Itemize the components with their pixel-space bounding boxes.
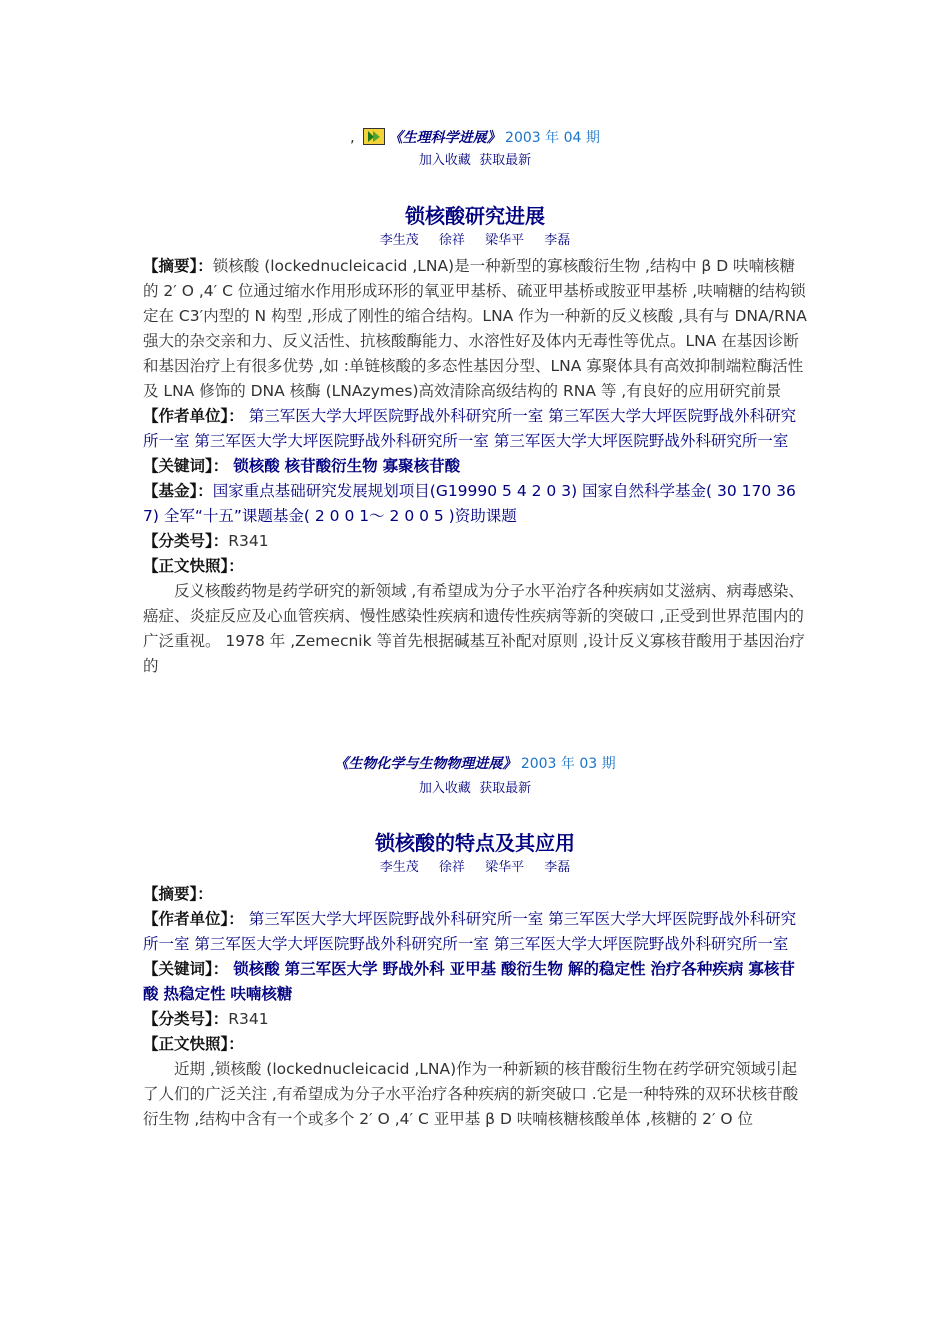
get-latest-link[interactable]: 获取最新 xyxy=(479,153,532,168)
units-label: 【作者单位】： xyxy=(143,910,244,928)
keyword-link[interactable]: 寡核苷酸 xyxy=(143,960,795,1003)
article-2-source xyxy=(0,754,950,774)
keyword-link[interactable]: 第三军医大学 xyxy=(284,960,378,978)
author-units xyxy=(143,404,808,454)
keyword-link[interactable]: 热稳定性 xyxy=(163,985,226,1003)
keyword-link[interactable]: 亚甲基 xyxy=(449,960,497,978)
issue-link[interactable]: 2003 年 04 期 xyxy=(505,130,600,146)
article-2-actions xyxy=(0,780,950,798)
add-favorite-link[interactable]: 加入收藏 xyxy=(418,153,471,168)
article-1-authors xyxy=(0,232,950,250)
units-link[interactable]: 第三军医大学大坪医院野战外科研究所一室 第三军医大学大坪医院野战外科研究所一室 第三军医大学大坪医院野战外科研究所一室 第三军医大学大坪医院野战外科研究所一室 xyxy=(143,407,797,450)
snapshot-text: 反义核酸药物是药学研究的新领域 ,有希望成为分子水平治疗各种疾病如艾滋病、病毒感染、癌症、炎症反应及心血管疾病、慢性感染性疾病和遗传性疾病等新的突破口 ,正受到世界范围内的广泛重视。 1978 年 ,Zemecnik 等首先根据碱基互补配对原则 ,设计反义寡核苷酸用于基因治疗的 xyxy=(143,582,805,675)
author-link[interactable]: 梁华平 xyxy=(485,233,525,248)
fund-link[interactable]: 国家重点基础研究发展规划项目(G19990 5 4 2 0 3) 国家自然科学基金( 30 170 36 7) 全军“十五”课题基金( 2 0 0 1～ 2 0 0 5 )资助课题 xyxy=(143,482,796,525)
author-link[interactable]: 李磊 xyxy=(544,860,571,875)
article-2-title[interactable]: 锁核酸的特点及其应用 xyxy=(375,831,575,855)
journal-link[interactable]: 《生物化学与生物物理进展》 xyxy=(334,756,517,772)
abstract-text: 锁核酸 (lockednucleicacid ,LNA)是一种新型的寡核酸衍生物 ,结构中 β D 呋喃核糖的 2′ O ,4′ C 位通过缩水作用形成环形的氧亚甲基桥、硫亚甲基桥或胺亚甲基桥 ,呋喃糖的结构锁定在 C3′内型的 N 构型 ,形成了刚性的缩合结构。LNA 作为一种新的反义核酸 ,具有与 DNA/RNA 强大的杂交亲和力、反义活性、抗核酸酶能力、水溶性好及体内无毒性等优点。LNA 在基因诊断和基因治疗上有很多优势 ,如 :单链核酸的多态性基因分型、LNA 寡聚体具有高效抑制端粒酶活性及 LNA 修饰的 DNA 核酶 (LNAzymes)高效清除高级结构的 RNA 等 ,有良好的应用研究前景 xyxy=(143,257,807,400)
abstract-label: 【摘要】： xyxy=(143,257,213,275)
book-icon xyxy=(363,128,385,145)
author-link[interactable]: 徐祥 xyxy=(438,860,465,875)
class-label: 【分类号】： xyxy=(143,532,229,550)
article-1-title[interactable]: 锁核酸研究进展 xyxy=(405,204,545,228)
add-favorite-link[interactable]: 加入收藏 xyxy=(418,781,471,796)
author-link[interactable]: 李磊 xyxy=(544,233,571,248)
snapshot-heading xyxy=(143,1032,808,1057)
keywords xyxy=(143,957,808,1007)
journal-link[interactable]: 《生理科学进展》 xyxy=(388,130,501,146)
snapshot-text: 近期 ,锁核酸 (lockednucleicacid ,LNA)作为一种新颖的核苷酸衍生物在药学研究领域引起了人们的广泛关注 ,有希望成为分子水平治疗各种疾病的新突破口 .它是一种特殊的双环状核苷酸衍生物 ,结构中含有一个或多个 2′ O ,4′ C 亚甲基 β D 呋喃核糖核酸单体 ,核糖的 2′ O 位 xyxy=(143,1060,799,1128)
class-label: 【分类号】： xyxy=(143,1010,229,1028)
class-number: R341 xyxy=(228,1010,269,1028)
article-1-source xyxy=(0,128,950,148)
keywords-label: 【关键词】： xyxy=(143,457,229,475)
abstract-label: 【摘要】： xyxy=(143,885,213,903)
keyword-link[interactable]: 寡聚核苷酸 xyxy=(382,457,461,475)
author-link[interactable]: 李生茂 xyxy=(379,233,419,248)
get-latest-link[interactable]: 获取最新 xyxy=(479,781,532,796)
keyword-link[interactable]: 解的稳定性 xyxy=(567,960,646,978)
keyword-link[interactable]: 锁核酸 xyxy=(233,960,280,978)
author-units xyxy=(143,907,808,957)
author-link[interactable]: 李生茂 xyxy=(379,860,419,875)
abstract xyxy=(143,254,808,404)
abstract xyxy=(143,882,808,907)
snapshot-heading xyxy=(143,554,808,579)
article-1-body xyxy=(143,254,808,679)
keywords xyxy=(143,454,808,479)
fund-label: 【基金】： xyxy=(143,482,213,500)
article-2-body xyxy=(143,882,808,1132)
units-label: 【作者单位】： xyxy=(143,407,244,425)
source-prefix: , xyxy=(350,130,355,146)
article-1-actions xyxy=(0,152,950,170)
units-link[interactable]: 第三军医大学大坪医院野战外科研究所一室 第三军医大学大坪医院野战外科研究所一室 第三军医大学大坪医院野战外科研究所一室 第三军医大学大坪医院野战外科研究所一室 xyxy=(143,910,797,953)
classification xyxy=(143,1007,808,1032)
keyword-link[interactable]: 呋喃核糖 xyxy=(230,985,293,1003)
class-number: R341 xyxy=(228,532,269,550)
author-link[interactable]: 梁华平 xyxy=(485,860,525,875)
keyword-link[interactable]: 酸衍生物 xyxy=(501,960,564,978)
snapshot-label: 【正文快照】： xyxy=(143,557,244,575)
keyword-link[interactable]: 野战外科 xyxy=(382,960,445,978)
issue-link[interactable]: 2003 年 03 期 xyxy=(520,756,616,772)
keyword-link[interactable]: 锁核酸 xyxy=(233,457,280,475)
fund xyxy=(143,479,808,529)
author-link[interactable]: 徐祥 xyxy=(438,233,465,248)
keywords-label: 【关键词】： xyxy=(143,960,229,978)
article-2-authors xyxy=(0,859,950,877)
classification xyxy=(143,529,808,554)
keyword-link[interactable]: 核苷酸衍生物 xyxy=(284,457,378,475)
keyword-link[interactable]: 治疗各种疾病 xyxy=(650,960,744,978)
snapshot-label: 【正文快照】： xyxy=(143,1035,244,1053)
